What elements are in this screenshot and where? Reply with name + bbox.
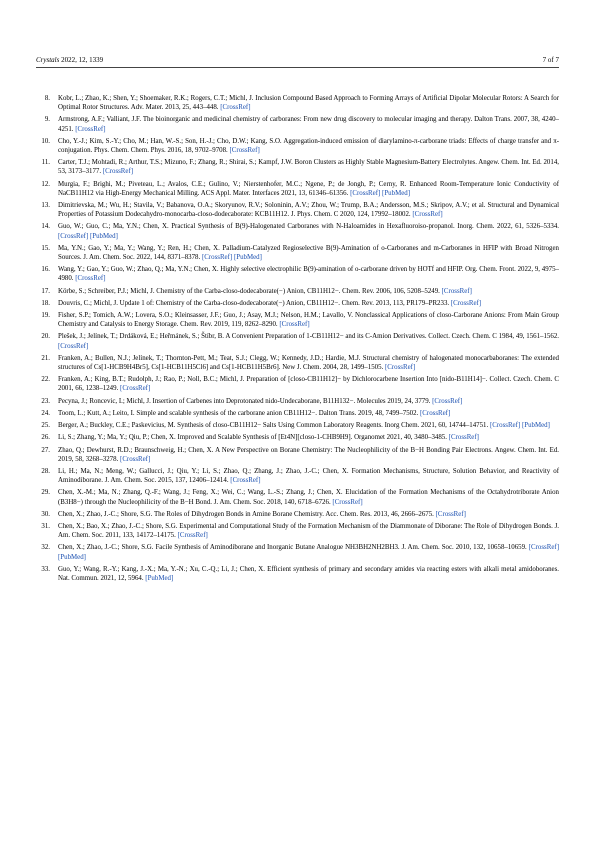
- reference-number: 33.: [41, 565, 50, 573]
- pubmed-link[interactable]: [PubMed]: [89, 232, 118, 240]
- crossref-link[interactable]: [CrossRef]: [75, 275, 106, 283]
- reference-number: 15.: [41, 244, 50, 252]
- reference-item: [36, 115, 559, 133]
- reference-item: [36, 94, 559, 112]
- crossref-link[interactable]: [CrossRef]: [528, 544, 559, 552]
- reference-item: [36, 522, 559, 540]
- reference-number: 28.: [41, 467, 50, 475]
- reference-item: [36, 180, 559, 198]
- crossref-link[interactable]: [CrossRef]: [58, 232, 89, 240]
- crossref-link[interactable]: [CrossRef]: [435, 510, 466, 518]
- reference-number: 20.: [41, 333, 50, 341]
- pubmed-link[interactable]: [PubMed]: [145, 574, 174, 582]
- reference-number: 14.: [41, 223, 50, 231]
- crossref-link[interactable]: [CrossRef]: [201, 254, 233, 262]
- reference-number: 29.: [41, 489, 50, 497]
- reference-text: Guo, Y.; Wang, R.-Y.; Kang, J.-X.; Ma, Y.-N.; Xu, C.-Q.; Li, J.; Chen, X. Efficient synthesis of primary and secondary amides via reacting esters with alkali metal amidoboranes. Nat. Commun. 2021, 12, 5964.: [58, 565, 559, 582]
- reference-text: Guo, W.; Guo, C.; Ma, Y.N.; Chen, X. Practical Synthesis of B(9)-Halogenated Carboranes with N-Haloamides in Hexafluoroiso-propanol. Inorg. Chem. 2022, 61, 5326–5334.: [58, 223, 559, 231]
- reference-number: 12.: [41, 180, 50, 188]
- reference-text: Ma, Y.N.; Gao, Y.; Ma, Y.; Wang, Y.; Ren, H.; Chen, X. Palladium-Catalyzed Regioselective B(9)-Amination of o-Carboranes and m-Carboranes in HFIP with Broad Nitrogen Sources. J. Am. Chem. Soc. 2022, 144, 8371–8378.: [58, 244, 559, 262]
- reference-text: Carter, T.J.; Mohtadi, R.; Arthur, T.S.; Mizuno, F.; Zhang, R.; Shirai, S.; Kampf, J.W. Boron Clusters as Highly Stable Magnesium-Battery Electrolytes. Angew. Chem. Int. Ed. 2014, 53, 3173–3177.: [58, 159, 559, 176]
- reference-item: [36, 409, 559, 418]
- reference-item: [36, 222, 559, 240]
- crossref-link[interactable]: [CrossRef]: [220, 104, 251, 112]
- crossref-link[interactable]: [CrossRef]: [450, 299, 482, 307]
- crossref-link[interactable]: [CrossRef]: [177, 532, 208, 540]
- reference-number: 30.: [41, 510, 50, 518]
- reference-item: [36, 446, 559, 464]
- reference-text: Li, H.; Ma, N.; Meng, W.; Gallucci, J.; Qiu, Y.; Li, S.; Zhao, Q.; Zhang, J.; Zhao, J.-C.; Chen, X. Formation Mechanisms, Structure, Solution Behavior, and Reactivity of Aminodiborane. J. Am. Chem. Soc. 2015, 137, 12406–12414.: [58, 467, 559, 485]
- reference-list: [36, 94, 559, 586]
- reference-item: [36, 244, 559, 262]
- reference-number: 24.: [41, 409, 50, 417]
- reference-item: [36, 332, 559, 350]
- crossref-link[interactable]: [CrossRef]: [120, 385, 151, 393]
- reference-item: [36, 421, 559, 430]
- reference-text: Douvris, C.; Michl, J. Update 1 of: Chemistry of the Carba-closo-dodecaborate(−) Anion, CB11H12−. Chem. Rev. 2013, 113, PR179–PR233.: [58, 299, 450, 307]
- reference-text: Franken, A.; Bullen, N.J.; Jelínek, T.; Thornton-Pett, M.; Teat, S.J.; Clegg, W.; Kennedy, J.D.; Hardie, M.J. Structural chemistry of halogenated monocarbaboranes: The extended structures of Cs[1-HCB9H4Br5], Cs[1-HCB11H5Cl6] and Cs[1-HCB11H5Br6]. New J. Chem. 2004, 28, 1499–1505.: [58, 354, 559, 372]
- crossref-link[interactable]: [CrossRef]: [384, 364, 416, 372]
- crossref-link[interactable]: [CrossRef]: [489, 422, 521, 430]
- reference-text: Franken, A.; King, B.T.; Rudolph, J.; Rao, P.; Noll, B.C.; Michl, J. Preparation of [closo-CB11H12]− by Dichlorocarbene Insertion Into [nido-B11H14]−. Collect. Czech. Chem. C 2001, 66, 1238–1249.: [58, 376, 559, 393]
- reference-number: 22.: [41, 376, 50, 384]
- reference-number: 10.: [41, 137, 50, 145]
- reference-text: Armstrong, A.F.; Valliant, J.F. The bioinorganic and medicinal chemistry of carboranes: From new drug discovery to molecular imaging and therapy. Dalton Trans. 2007, 38, 4240–4251.: [58, 116, 559, 133]
- crossref-link[interactable]: [CrossRef]: [332, 498, 363, 506]
- running-head: [36, 56, 103, 64]
- pubmed-link[interactable]: [PubMed]: [382, 189, 410, 197]
- reference-number: 26.: [41, 434, 50, 442]
- reference-text: Plešek, J.; Jelínek, T.; Drdáková, E.; Heřmánek, S.; Štíbr, B. A Convenient Preparation of 1-CB11H12− and its C-Amion Derivatives. Collect. Czech. Chem. C 1984, 49, 1561–1562.: [58, 333, 559, 341]
- pubmed-link[interactable]: [PubMed]: [521, 422, 550, 430]
- reference-number: 8.: [44, 95, 50, 102]
- pubmed-link[interactable]: [PubMed]: [233, 254, 262, 262]
- crossref-link[interactable]: [CrossRef]: [350, 189, 381, 197]
- reference-item: [36, 299, 559, 308]
- reference-text: Murgia, F.; Brighi, M.; Piveteau, L.; Avalos, C.E.; Gulino, V.; Nierstenhofer, M.C.; Ngene, P.; de Jongh, P.; Cerny, R. Enhanced Room-Temperature Ionic Conductivity of NaCB11H12 via High-Energy Mechanical Milling. ACS Appl. Mater. Interfaces 2021, 13, 61346–61356.: [58, 180, 559, 197]
- journal-name: Crystals: [36, 56, 60, 64]
- reference-number: 17.: [41, 287, 50, 295]
- reference-item: [36, 201, 559, 219]
- reference-text: Toom, L.; Kutt, A.; Leito, I. Simple and scalable synthesis of the carborane anion CB11H12−. Dalton Trans. 2019, 48, 7499–7502.: [58, 409, 419, 417]
- crossref-link[interactable]: [CrossRef]: [120, 455, 151, 463]
- reference-item: [36, 467, 559, 485]
- crossref-link[interactable]: [CrossRef]: [230, 477, 261, 485]
- reference-text: Körbe, S.; Schreiber, P.J.; Michl, J. Chemistry of the Carba-closo-dodecaborate(−) Anion, CB11H12−. Chem. Rev. 2006, 106, 5208–5249.: [58, 287, 440, 295]
- reference-text: Pecyna, J.; Roncevic, I.; Michl, J. Insertion of Carbenes into Deprotonated nido-Undecaborane, B11H132−. Molecules 2019, 24, 3779.: [58, 397, 431, 405]
- reference-number: 19.: [41, 312, 50, 320]
- reference-text: Chen, X.; Zhao, J.-C.; Shore, S.G. The Roles of Dihydrogen Bonds in Amine Borane Chemistry. Acc. Chem. Res. 2013, 46, 2666–2675.: [58, 510, 434, 518]
- reference-item: [36, 397, 559, 406]
- reference-item: [36, 433, 559, 442]
- reference-text: Li, S.; Zhang, Y.; Ma, Y.; Qiu, P.; Chen, X. Improved and Scalable Synthesis of [Et4N][closo-1-CHB9H9]. Organomet 2021, 40, 3480–3485.: [58, 434, 447, 442]
- reference-text: Berger, A.; Buckley, C.E.; Paskevicius, M. Synthesis of closo-CB11H12− Salts Using Common Laboratory Reagents. Inorg Chem. 2021, 60, 14744–14751.: [58, 422, 489, 430]
- crossref-link[interactable]: [CrossRef]: [432, 397, 463, 405]
- reference-number: 21.: [41, 354, 50, 362]
- reference-text: Cho, Y.-J.; Kim, S.-Y.; Cho, M.; Han, W.-S.; Son, H.-J.; Cho, D.W.; Kang, S.O. Aggregation-induced emission of diarylamino-π-carborane triads: Effects of charge transfer and π-conjugation. Phys. Chem. Chem. Phys. 2016, 18, 9702–9708.: [58, 137, 559, 155]
- crossref-link[interactable]: [CrossRef]: [102, 168, 134, 176]
- crossref-link[interactable]: [CrossRef]: [441, 287, 472, 295]
- reference-text: Wang, Y.; Gao, Y.; Guo, W.; Zhao, Q.; Ma, Y.N.; Chen, X. Highly selective electrophilic B(9)-amination of o-carborane driven by HOTf and HFIP. Org. Chem. Front. 2022, 9, 4975–4980.: [58, 266, 559, 283]
- reference-item: [36, 565, 559, 583]
- crossref-link[interactable]: [CrossRef]: [420, 409, 451, 417]
- page-number: 7 of 7: [542, 56, 559, 64]
- reference-text: Chen, X.-M.; Ma, N.; Zhang, Q.-F.; Wang, J.; Feng, X.; Wei, C.; Wang, L.-S.; Zhang, J.; Chen, X. Elucidation of the Formation Mechanisms of the Octahydrotriborate Anion (B3H8−) through the Nucleophilicity of the B−H Bond. J. Am. Chem. Soc. 2018, 140, 6718–6726.: [58, 489, 559, 506]
- reference-number: 13.: [41, 202, 50, 210]
- crossref-link[interactable]: [CrossRef]: [58, 342, 89, 350]
- reference-item: [36, 137, 559, 155]
- header-rule: [36, 67, 559, 68]
- reference-number: 23.: [41, 397, 50, 405]
- reference-number: 18.: [41, 299, 50, 307]
- reference-number: 31.: [41, 522, 50, 530]
- crossref-link[interactable]: [CrossRef]: [75, 125, 106, 133]
- reference-text: Kobr, L.; Zhao, K.; Shen, Y.; Shoemaker, R.K.; Rogers, C.T.; Michl, J. Inclusion Compound Based Approach to Forming Arrays of Artificial Dipolar Molecular Rotors: A Search for Optimal Rotor Structures. Adv. Mater. 2013, 25, 443–448.: [58, 95, 559, 112]
- reference-text: Dimitrievska, M.; Wu, H.; Stavila, V.; Babanova, O.A.; Skoryunov, R.V.; Soloninin, A.V.; Zhou, W.; Trump, B.A.; Andersson, M.S.; Skripov, A.V.; et al. Structural and Dynamical Properties of Potassium Dodecahydro-monocarba-closo-dodecaborate: KCB11H12. J. Phys. Chem. C 2020, 124, 17992–18002.: [58, 202, 559, 219]
- reference-item: [36, 158, 559, 176]
- reference-number: 27.: [41, 446, 50, 454]
- reference-number: 9.: [44, 116, 50, 124]
- reference-number: 32.: [41, 544, 50, 552]
- reference-item: [36, 287, 559, 296]
- reference-item: [36, 265, 559, 283]
- crossref-link[interactable]: [CrossRef]: [229, 147, 260, 155]
- pubmed-link[interactable]: [PubMed]: [58, 553, 86, 561]
- reference-number: 16.: [41, 266, 50, 274]
- crossref-link[interactable]: [CrossRef]: [448, 434, 479, 442]
- reference-text: Chen, X.; Zhao, J.-C.; Shore, S.G. Facile Synthesis of Aminodiborane and Inorganic Butane Analogue NH3BH2NH2BH3. J. Am. Chem. Soc. 2010, 132, 10658–10659.: [58, 544, 527, 552]
- reference-item: [36, 510, 559, 519]
- reference-text: Chen, X.; Bao, X.; Zhao, J.-C.; Shore, S.G. Experimental and Computational Study of the Formation Mechanism of the Diammonate of Diborane: The Role of Dihydrogen Bonds. J. Am. Chem. Soc. 2011, 133, 14172–14175.: [58, 522, 559, 540]
- reference-item: [36, 543, 559, 561]
- reference-number: 11.: [41, 159, 50, 167]
- crossref-link[interactable]: [CrossRef]: [279, 321, 310, 329]
- reference-item: [36, 375, 559, 393]
- reference-item: [36, 354, 559, 372]
- reference-number: 25.: [41, 422, 50, 430]
- journal-citation: 2022, 12, 1339: [61, 56, 104, 64]
- reference-item: [36, 311, 559, 329]
- reference-item: [36, 488, 559, 506]
- reference-text: Fisher, S.P.; Tomich, A.W.; Lovera, S.O.; Kleinsasser, J.F.; Guo, J.; Asay, M.J.; Nelson, H.M.; Lavallo, V. Nonclassical Applications of closo-Carborane Anions: From Main Group Chemistry and Catalysis to Energy Storage. Chem. Rev. 2019, 119, 8262–8290.: [58, 312, 559, 329]
- reference-text: Zhao, Q.; Dewhurst, R.D.; Braunschweig, H.; Chen, X. A New Perspective on Borane Chemistry: The Nucleophilicity of the B−H Bonding Pair Electrons. Angew. Chem. Int. Ed. 2019, 58, 3268–3278.: [58, 446, 559, 463]
- crossref-link[interactable]: [CrossRef]: [412, 211, 443, 219]
